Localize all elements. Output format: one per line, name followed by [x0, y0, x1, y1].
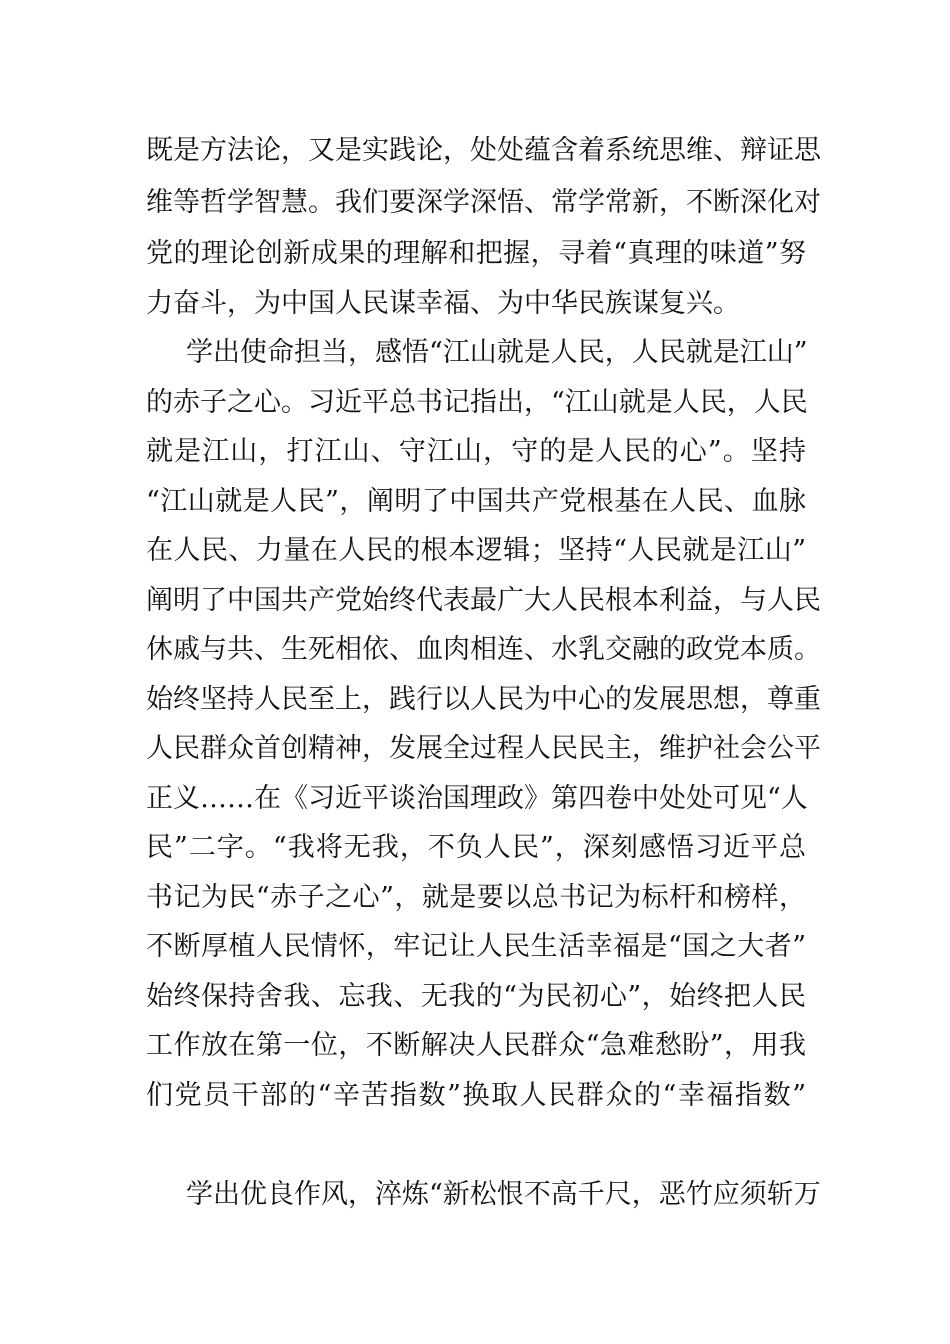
text-line: 工作放在第一位，不断解决人民群众“急难愁盼”，用我 [146, 1030, 806, 1061]
text-line: 阐明了中国共产党始终代表最广大人民根本利益，与人民 [146, 585, 821, 616]
text-line: 始终保持舍我、忘我、无我的“为民初心”，始终把人民 [146, 981, 806, 1012]
text-line: 们党员干部的“辛苦指数”换取人民群众的“幸福指数” [146, 1080, 806, 1111]
text-line: 民”二字。“我将无我，不负人民”，深刻感悟习近平总 [146, 832, 806, 863]
text-line: 党的理论创新成果的理解和把握，寻着“真理的味道”努 [146, 238, 806, 269]
text-line: 既是方法论，又是实践论，处处蕴含着系统思维、辩证思 [146, 135, 821, 166]
text-line: 休戚与共、生死相依、血肉相连、水乳交融的政党本质。 [146, 634, 821, 665]
text-line: 的赤子之心。习近平总书记指出，“江山就是人民，人民 [146, 387, 808, 418]
text-line: “江山就是人民”，阐明了中国共产党根基在人民、血脉 [146, 486, 806, 517]
text-line: 正义……在《习近平谈治国理政》第四卷中处处可见“人 [146, 783, 808, 814]
paragraph-first-line: 学出使命担当，感悟“江山就是人民，人民就是江山” [186, 337, 808, 368]
text-line: 人民群众首创精神，发展全过程人民民主，维护社会公平 [146, 733, 821, 764]
text-line: 力奋斗，为中国人民谋幸福、为中华民族谋复兴。 [146, 288, 740, 319]
text-line: 就是江山，打江山、守江山，守的是人民的心”。坚持 [146, 436, 806, 467]
text-line: 始终坚持人民至上，践行以人民为中心的发展思想，尊重 [146, 684, 821, 715]
text-line: 在人民、力量在人民的根本逻辑；坚持“人民就是江山” [146, 535, 806, 566]
text-line: 不断厚植人民情怀，牢记让人民生活幸福是“国之大者” [146, 931, 806, 962]
paragraph-first-line: 学出优良作风，淬炼“新松恨不高千尺，恶竹应须斩万 [186, 1179, 821, 1210]
text-line: 维等哲学智慧。我们要深学深悟、常学常新，不断深化对 [146, 187, 821, 218]
text-line: 书记为民“赤子之心”，就是要以总书记为标杆和榜样， [146, 882, 806, 913]
